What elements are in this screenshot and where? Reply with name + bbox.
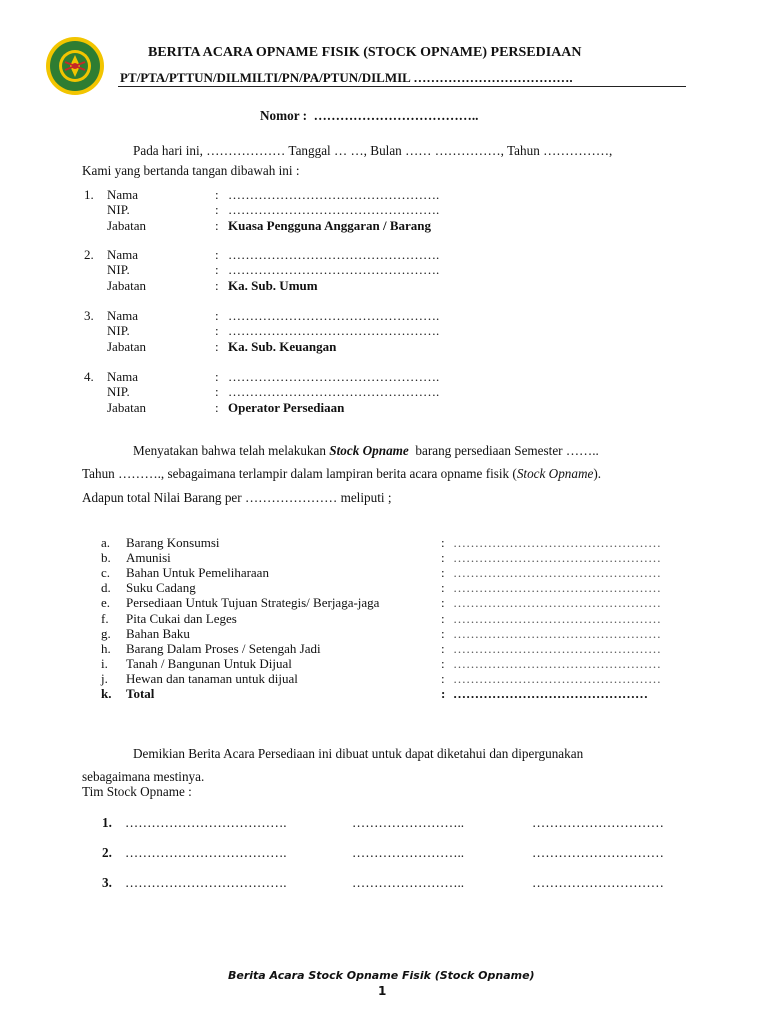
signatory-number: 3.	[84, 308, 94, 323]
item-letter: c.	[101, 565, 111, 581]
item-letter: d.	[101, 580, 111, 596]
closing-line-2: sebagaimana mestinya.	[82, 769, 205, 784]
team-heading: Tim Stock Opname :	[82, 784, 192, 799]
item-colon: :	[441, 535, 445, 550]
intro-line-2: Kami yang bertanda tangan dibawah ini :	[82, 163, 300, 178]
statement-text: ).	[593, 466, 602, 481]
total-label: Total	[126, 686, 155, 701]
item-label: Pita Cukai dan Leges	[126, 610, 237, 626]
total-letter: k.	[101, 686, 112, 701]
item-label: Barang Konsumsi	[126, 535, 220, 550]
nip-value: ………………………………………….	[228, 262, 440, 277]
colon: :	[215, 278, 219, 293]
item-colon: :	[441, 640, 445, 656]
jabatan-value: Ka. Sub. Keuangan	[228, 339, 337, 354]
item-letter: a.	[101, 535, 111, 550]
item-label: Bahan Untuk Pemeliharaan	[126, 565, 269, 581]
item-letter: i.	[101, 655, 108, 671]
intro-line: Pada hari ini, ……………… Tanggal … …, Bulan …… ……………, Tahun ……………,	[133, 143, 613, 158]
total-value: ………………………………………	[453, 686, 648, 701]
item-label: Amunisi	[126, 550, 171, 566]
colon: :	[215, 308, 219, 323]
team-nip-line: ……………………..	[352, 815, 465, 830]
nip-label: NIP.	[107, 202, 130, 217]
colon: :	[215, 323, 219, 338]
nama-label: Nama	[107, 247, 139, 262]
item-letter: g.	[101, 625, 111, 641]
item-value: …………………………………………	[453, 580, 661, 596]
statement-line-2	[82, 466, 601, 482]
nip-value: ………………………………………….	[228, 202, 440, 217]
item-value: …………………………………………	[453, 670, 661, 686]
nama-value: ………………………………………….	[228, 308, 440, 323]
item-value: …………………………………………	[453, 535, 661, 550]
colon: :	[215, 187, 219, 202]
total-colon: :	[441, 686, 446, 701]
team-signature-line: …………………………	[532, 815, 664, 830]
colon: :	[215, 369, 219, 384]
mahkamah-agung-emblem-icon	[45, 36, 105, 96]
item-colon: :	[441, 610, 445, 626]
colon: :	[215, 202, 219, 217]
item-label: Bahan Baku	[126, 625, 190, 641]
item-label: Hewan dan tanaman untuk dijual	[126, 670, 298, 686]
colon: :	[215, 262, 219, 277]
statement-emphasis: Stock Opname	[516, 466, 594, 481]
statement-line-1	[133, 443, 599, 459]
jabatan-value: Operator Persediaan	[228, 400, 345, 415]
nama-value: ………………………………………….	[228, 187, 440, 202]
item-letter: e.	[101, 595, 111, 611]
item-label: Persediaan Untuk Tujuan Strategis/ Berjaga-jaga	[126, 595, 380, 611]
colon: :	[215, 384, 219, 399]
colon: :	[215, 218, 219, 233]
item-value: …………………………………………	[453, 550, 661, 566]
team-name-line: ……………………………….	[125, 875, 287, 890]
item-label: Suku Cadang	[126, 580, 196, 596]
item-letter: h.	[101, 640, 111, 656]
jabatan-value: Kuasa Pengguna Anggaran / Barang	[228, 218, 431, 233]
team-signature-line: …………………………	[532, 845, 664, 860]
logo	[45, 36, 105, 96]
team-number: 3.	[102, 875, 112, 890]
team-nip-line: ……………………..	[352, 845, 465, 860]
item-value: …………………………………………	[453, 655, 661, 671]
nama-label: Nama	[107, 369, 139, 384]
team-number: 2.	[102, 845, 112, 860]
document-title: BERITA ACARA OPNAME FISIK (STOCK OPNAME) PERSEDIAAN	[148, 45, 582, 60]
team-signature-line: …………………………	[532, 875, 664, 890]
item-value: …………………………………………	[453, 625, 661, 641]
nama-label: Nama	[107, 187, 139, 202]
item-letter: f.	[101, 610, 109, 626]
nama-label: Nama	[107, 308, 139, 323]
team-number: 1.	[102, 815, 112, 830]
item-letter: j.	[101, 670, 108, 686]
statement-text: Tahun ………., sebagaimana terlampir dalam lampiran berita acara opname fisik (	[82, 466, 517, 481]
statement-emphasis: Stock Opname	[329, 443, 409, 458]
jabatan-value: Ka. Sub. Umum	[228, 278, 318, 293]
item-colon: :	[441, 595, 445, 611]
jabatan-label: Jabatan	[107, 400, 146, 415]
item-colon: :	[441, 655, 445, 671]
item-colon: :	[441, 580, 445, 596]
item-colon: :	[441, 565, 445, 581]
signatory-number: 1.	[84, 187, 94, 202]
nomor-line	[260, 108, 478, 124]
nip-value: ………………………………………….	[228, 384, 440, 399]
header-rule	[118, 86, 686, 87]
statement-text: Menyatakan bahwa telah melakukan	[133, 443, 326, 458]
colon: :	[215, 339, 219, 354]
statement-text: barang persediaan Semester ……..	[415, 443, 599, 458]
closing-line-1: Demikian Berita Acara Persediaan ini dibuat untuk dapat diketahui dan dipergunakan	[133, 746, 584, 761]
item-colon: :	[441, 550, 445, 566]
nomor-value: ………………………………..	[313, 108, 479, 123]
colon: :	[215, 247, 219, 262]
jabatan-label: Jabatan	[107, 278, 146, 293]
nama-value: ………………………………………….	[228, 369, 440, 384]
footer-caption: Berita Acara Stock Opname Fisik (Stock Opname)	[228, 969, 535, 982]
team-name-line: ……………………………….	[125, 815, 287, 830]
nip-label: NIP.	[107, 384, 130, 399]
item-label: Barang Dalam Proses / Setengah Jadi	[126, 640, 321, 656]
item-value: …………………………………………	[453, 640, 661, 656]
signatory-number: 4.	[84, 369, 94, 384]
jabatan-label: Jabatan	[107, 218, 146, 233]
nip-value: ………………………………………….	[228, 323, 440, 338]
nip-label: NIP.	[107, 323, 130, 338]
colon: :	[215, 400, 219, 415]
jabatan-label: Jabatan	[107, 339, 146, 354]
item-colon: :	[441, 670, 445, 686]
team-nip-line: ……………………..	[352, 875, 465, 890]
document-subtitle: PT/PTA/PTTUN/DILMILTI/PN/PA/PTUN/DILMIL ……………………………….	[120, 70, 573, 85]
nama-value: ………………………………………….	[228, 247, 440, 262]
item-colon: :	[441, 625, 445, 641]
nomor-label: Nomor :	[260, 108, 307, 123]
item-value: …………………………………………	[453, 565, 661, 581]
item-label: Tanah / Bangunan Untuk Dijual	[126, 655, 292, 671]
item-letter: b.	[101, 550, 111, 566]
item-value: …………………………………………	[453, 610, 661, 626]
page-number: 1	[378, 984, 387, 998]
nip-label: NIP.	[107, 262, 130, 277]
statement-line-3: Adapun total Nilai Barang per ………………… meliputi ;	[82, 490, 392, 505]
team-name-line: ……………………………….	[125, 845, 287, 860]
item-value: …………………………………………	[453, 595, 661, 611]
signatory-number: 2.	[84, 247, 94, 262]
